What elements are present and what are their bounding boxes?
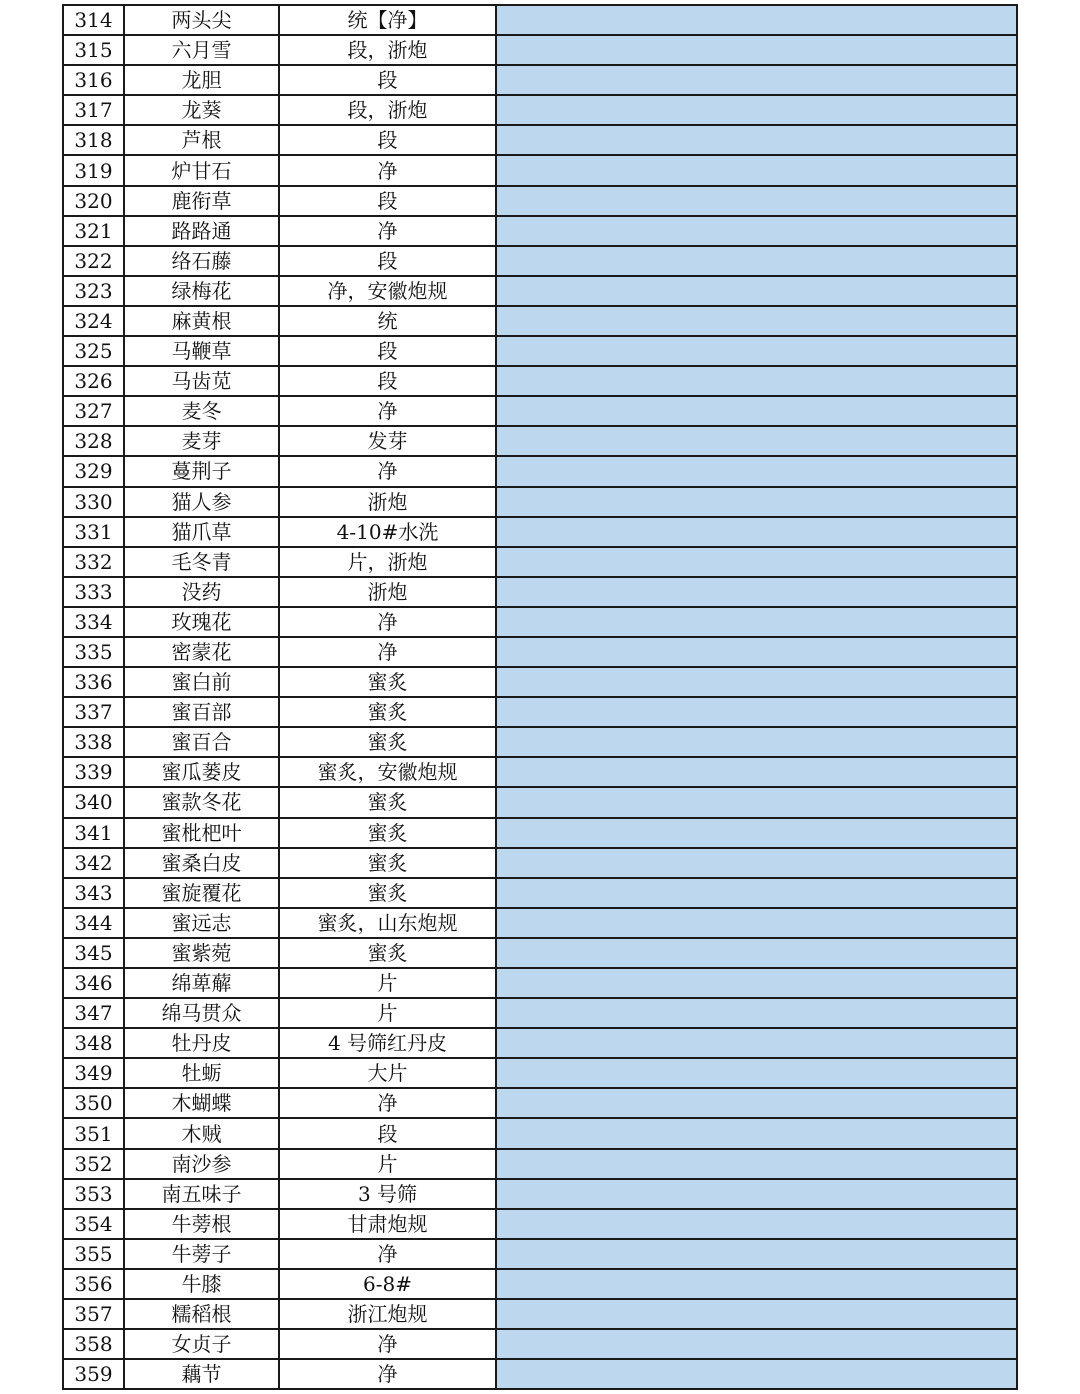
row-number-cell: 358	[63, 1329, 124, 1359]
processing-spec-cell: 蜜炙	[279, 938, 496, 968]
processing-spec-cell: 统【净】	[279, 5, 496, 35]
row-number-cell: 315	[63, 35, 124, 65]
table-row	[63, 547, 1017, 577]
table-row	[63, 968, 1017, 998]
processing-spec-cell: 4 号筛红丹皮	[279, 1028, 496, 1058]
row-number-cell: 321	[63, 216, 124, 246]
shaded-empty-cell	[496, 878, 1017, 908]
processing-spec-cell: 段	[279, 125, 496, 155]
row-number-cell: 333	[63, 577, 124, 607]
herb-name-cell: 木蝴蝶	[124, 1088, 279, 1118]
processing-spec-cell: 净	[279, 637, 496, 667]
shaded-empty-cell	[496, 697, 1017, 727]
shaded-empty-cell	[496, 155, 1017, 185]
shaded-empty-cell	[496, 1299, 1017, 1329]
row-number-cell: 326	[63, 366, 124, 396]
row-number-cell: 318	[63, 125, 124, 155]
herb-name-cell: 玫瑰花	[124, 607, 279, 637]
table-row	[63, 487, 1017, 517]
table-row	[63, 1179, 1017, 1209]
herb-name-cell: 龙葵	[124, 95, 279, 125]
herb-name-cell: 麦芽	[124, 426, 279, 456]
row-number-cell: 319	[63, 155, 124, 185]
table-row	[63, 125, 1017, 155]
shaded-empty-cell	[496, 1028, 1017, 1058]
shaded-empty-cell	[496, 607, 1017, 637]
shaded-empty-cell	[496, 426, 1017, 456]
processing-spec-cell: 浙炮	[279, 487, 496, 517]
table-row	[63, 607, 1017, 637]
table-row	[63, 246, 1017, 276]
processing-spec-cell: 段	[279, 246, 496, 276]
processing-spec-cell: 段，浙炮	[279, 35, 496, 65]
row-number-cell: 337	[63, 697, 124, 727]
herb-name-cell: 毛冬青	[124, 547, 279, 577]
table-row	[63, 878, 1017, 908]
herb-name-cell: 牛膝	[124, 1269, 279, 1299]
row-number-cell: 323	[63, 276, 124, 306]
herb-name-cell: 蜜枇杷叶	[124, 818, 279, 848]
herb-name-cell: 藕节	[124, 1359, 279, 1389]
row-number-cell: 328	[63, 426, 124, 456]
row-number-cell: 317	[63, 95, 124, 125]
table-row	[63, 727, 1017, 757]
herb-name-cell: 蔓荆子	[124, 456, 279, 486]
shaded-empty-cell	[496, 547, 1017, 577]
herb-name-cell: 牛蒡根	[124, 1209, 279, 1239]
shaded-empty-cell	[496, 456, 1017, 486]
shaded-empty-cell	[496, 1209, 1017, 1239]
table-row	[63, 186, 1017, 216]
row-number-cell: 334	[63, 607, 124, 637]
shaded-empty-cell	[496, 998, 1017, 1028]
table-row	[63, 1088, 1017, 1118]
herb-name-cell: 牡丹皮	[124, 1028, 279, 1058]
shaded-empty-cell	[496, 517, 1017, 547]
shaded-empty-cell	[496, 727, 1017, 757]
table-row	[63, 848, 1017, 878]
processing-spec-cell: 蜜炙，安徽炮规	[279, 757, 496, 787]
row-number-cell: 350	[63, 1088, 124, 1118]
processing-spec-cell: 发芽	[279, 426, 496, 456]
shaded-empty-cell	[496, 1359, 1017, 1389]
herb-name-cell: 绵马贯众	[124, 998, 279, 1028]
row-number-cell: 346	[63, 968, 124, 998]
table-row	[63, 1359, 1017, 1389]
herb-name-cell: 炉甘石	[124, 155, 279, 185]
processing-spec-cell: 净	[279, 1239, 496, 1269]
table-row	[63, 577, 1017, 607]
shaded-empty-cell	[496, 276, 1017, 306]
row-number-cell: 322	[63, 246, 124, 276]
shaded-empty-cell	[496, 216, 1017, 246]
table-row	[63, 998, 1017, 1028]
processing-spec-cell: 蜜炙	[279, 727, 496, 757]
processing-spec-cell: 段	[279, 366, 496, 396]
row-number-cell: 331	[63, 517, 124, 547]
processing-spec-cell: 甘肃炮规	[279, 1209, 496, 1239]
row-number-cell: 341	[63, 818, 124, 848]
shaded-empty-cell	[496, 186, 1017, 216]
row-number-cell: 349	[63, 1058, 124, 1088]
table-row	[63, 697, 1017, 727]
processing-spec-cell: 净	[279, 1359, 496, 1389]
row-number-cell: 351	[63, 1118, 124, 1148]
processing-spec-cell: 净	[279, 1329, 496, 1359]
herb-name-cell: 木贼	[124, 1118, 279, 1148]
processing-spec-cell: 蜜炙	[279, 697, 496, 727]
shaded-empty-cell	[496, 95, 1017, 125]
table-row	[63, 787, 1017, 817]
herb-name-cell: 络石藤	[124, 246, 279, 276]
table-row	[63, 818, 1017, 848]
processing-spec-cell: 段	[279, 1118, 496, 1148]
processing-spec-cell: 净	[279, 155, 496, 185]
shaded-empty-cell	[496, 1088, 1017, 1118]
herb-name-cell: 麦冬	[124, 396, 279, 426]
herb-name-cell: 芦根	[124, 125, 279, 155]
table-row	[63, 1118, 1017, 1148]
processing-spec-cell: 浙炮	[279, 577, 496, 607]
herb-name-cell: 密蒙花	[124, 637, 279, 667]
processing-spec-cell: 净	[279, 607, 496, 637]
shaded-empty-cell	[496, 968, 1017, 998]
table-row	[63, 637, 1017, 667]
processing-spec-cell: 段	[279, 65, 496, 95]
table-row	[63, 396, 1017, 426]
row-number-cell: 339	[63, 757, 124, 787]
row-number-cell: 329	[63, 456, 124, 486]
processing-spec-cell: 大片	[279, 1058, 496, 1088]
shaded-empty-cell	[496, 1329, 1017, 1359]
shaded-empty-cell	[496, 366, 1017, 396]
table-row	[63, 1269, 1017, 1299]
table-row	[63, 757, 1017, 787]
shaded-empty-cell	[496, 5, 1017, 35]
table-row	[63, 366, 1017, 396]
row-number-cell: 332	[63, 547, 124, 577]
row-number-cell: 359	[63, 1359, 124, 1389]
processing-spec-cell: 净，安徽炮规	[279, 276, 496, 306]
row-number-cell: 314	[63, 5, 124, 35]
processing-spec-cell: 片	[279, 968, 496, 998]
row-number-cell: 355	[63, 1239, 124, 1269]
processing-spec-cell: 段	[279, 186, 496, 216]
table-row	[63, 938, 1017, 968]
herb-name-cell: 糯稻根	[124, 1299, 279, 1329]
table-row	[63, 336, 1017, 366]
herb-name-cell: 蜜白前	[124, 667, 279, 697]
herb-name-cell: 蜜百部	[124, 697, 279, 727]
herb-name-cell: 鹿衔草	[124, 186, 279, 216]
table-row	[63, 1149, 1017, 1179]
shaded-empty-cell	[496, 125, 1017, 155]
table-row	[63, 517, 1017, 547]
processing-spec-cell: 净	[279, 216, 496, 246]
processing-spec-cell: 蜜炙	[279, 818, 496, 848]
table-row	[63, 1028, 1017, 1058]
row-number-cell: 342	[63, 848, 124, 878]
herb-name-cell: 龙胆	[124, 65, 279, 95]
herb-name-cell: 蜜远志	[124, 908, 279, 938]
row-number-cell: 343	[63, 878, 124, 908]
row-number-cell: 345	[63, 938, 124, 968]
table-row	[63, 95, 1017, 125]
herb-name-cell: 蜜桑白皮	[124, 848, 279, 878]
table-row	[63, 456, 1017, 486]
table-row	[63, 908, 1017, 938]
row-number-cell: 357	[63, 1299, 124, 1329]
processing-spec-cell: 片，浙炮	[279, 547, 496, 577]
table-row	[63, 276, 1017, 306]
row-number-cell: 320	[63, 186, 124, 216]
processing-spec-cell: 4-10#水洗	[279, 517, 496, 547]
herb-name-cell: 牛蒡子	[124, 1239, 279, 1269]
row-number-cell: 335	[63, 637, 124, 667]
row-number-cell: 340	[63, 787, 124, 817]
shaded-empty-cell	[496, 908, 1017, 938]
row-number-cell: 336	[63, 667, 124, 697]
processing-spec-cell: 统	[279, 306, 496, 336]
row-number-cell: 316	[63, 65, 124, 95]
table-row	[63, 306, 1017, 336]
herb-name-cell: 马鞭草	[124, 336, 279, 366]
herb-name-cell: 六月雪	[124, 35, 279, 65]
herb-name-cell: 南沙参	[124, 1149, 279, 1179]
herb-name-cell: 蜜瓜蒌皮	[124, 757, 279, 787]
processing-spec-cell: 片	[279, 1149, 496, 1179]
processing-spec-cell: 蜜炙	[279, 878, 496, 908]
shaded-empty-cell	[496, 757, 1017, 787]
shaded-empty-cell	[496, 1149, 1017, 1179]
table-row	[63, 1329, 1017, 1359]
processing-spec-cell: 蜜炙	[279, 667, 496, 697]
shaded-empty-cell	[496, 848, 1017, 878]
table-row	[63, 1299, 1017, 1329]
row-number-cell: 353	[63, 1179, 124, 1209]
row-number-cell: 327	[63, 396, 124, 426]
herb-name-cell: 没药	[124, 577, 279, 607]
shaded-empty-cell	[496, 65, 1017, 95]
shaded-empty-cell	[496, 1118, 1017, 1148]
shaded-empty-cell	[496, 1058, 1017, 1088]
herb-table-body	[63, 5, 1017, 1389]
herb-name-cell: 蜜紫菀	[124, 938, 279, 968]
shaded-empty-cell	[496, 637, 1017, 667]
table-row	[63, 1058, 1017, 1088]
table-row	[63, 667, 1017, 697]
shaded-empty-cell	[496, 938, 1017, 968]
shaded-empty-cell	[496, 1269, 1017, 1299]
processing-spec-cell: 3 号筛	[279, 1179, 496, 1209]
table-row	[63, 1209, 1017, 1239]
row-number-cell: 352	[63, 1149, 124, 1179]
processing-spec-cell: 6-8#	[279, 1269, 496, 1299]
shaded-empty-cell	[496, 487, 1017, 517]
herb-name-cell: 蜜款冬花	[124, 787, 279, 817]
herb-table	[62, 4, 1018, 1390]
processing-spec-cell: 净	[279, 456, 496, 486]
processing-spec-cell: 净	[279, 1088, 496, 1118]
shaded-empty-cell	[496, 336, 1017, 366]
herb-name-cell: 蜜百合	[124, 727, 279, 757]
table-row	[63, 426, 1017, 456]
table-row	[63, 65, 1017, 95]
herb-name-cell: 麻黄根	[124, 306, 279, 336]
processing-spec-cell: 段	[279, 336, 496, 366]
shaded-empty-cell	[496, 396, 1017, 426]
herb-name-cell: 马齿苋	[124, 366, 279, 396]
row-number-cell: 324	[63, 306, 124, 336]
processing-spec-cell: 蜜炙，山东炮规	[279, 908, 496, 938]
herb-name-cell: 两头尖	[124, 5, 279, 35]
row-number-cell: 348	[63, 1028, 124, 1058]
shaded-empty-cell	[496, 35, 1017, 65]
processing-spec-cell: 蜜炙	[279, 787, 496, 817]
table-row	[63, 216, 1017, 246]
row-number-cell: 330	[63, 487, 124, 517]
row-number-cell: 325	[63, 336, 124, 366]
row-number-cell: 338	[63, 727, 124, 757]
shaded-empty-cell	[496, 1179, 1017, 1209]
processing-spec-cell: 净	[279, 396, 496, 426]
row-number-cell: 354	[63, 1209, 124, 1239]
herb-name-cell: 绵萆薢	[124, 968, 279, 998]
table-row	[63, 35, 1017, 65]
processing-spec-cell: 浙江炮规	[279, 1299, 496, 1329]
processing-spec-cell: 蜜炙	[279, 848, 496, 878]
processing-spec-cell: 段，浙炮	[279, 95, 496, 125]
row-number-cell: 356	[63, 1269, 124, 1299]
herb-name-cell: 猫人参	[124, 487, 279, 517]
shaded-empty-cell	[496, 667, 1017, 697]
shaded-empty-cell	[496, 306, 1017, 336]
shaded-empty-cell	[496, 818, 1017, 848]
herb-name-cell: 女贞子	[124, 1329, 279, 1359]
shaded-empty-cell	[496, 246, 1017, 276]
shaded-empty-cell	[496, 577, 1017, 607]
shaded-empty-cell	[496, 787, 1017, 817]
herb-name-cell: 牡蛎	[124, 1058, 279, 1088]
table-row	[63, 155, 1017, 185]
row-number-cell: 344	[63, 908, 124, 938]
row-number-cell: 347	[63, 998, 124, 1028]
herb-name-cell: 南五味子	[124, 1179, 279, 1209]
herb-name-cell: 猫爪草	[124, 517, 279, 547]
herb-name-cell: 蜜旋覆花	[124, 878, 279, 908]
processing-spec-cell: 片	[279, 998, 496, 1028]
herb-name-cell: 绿梅花	[124, 276, 279, 306]
herb-name-cell: 路路通	[124, 216, 279, 246]
shaded-empty-cell	[496, 1239, 1017, 1269]
table-row	[63, 1239, 1017, 1269]
table-row	[63, 5, 1017, 35]
